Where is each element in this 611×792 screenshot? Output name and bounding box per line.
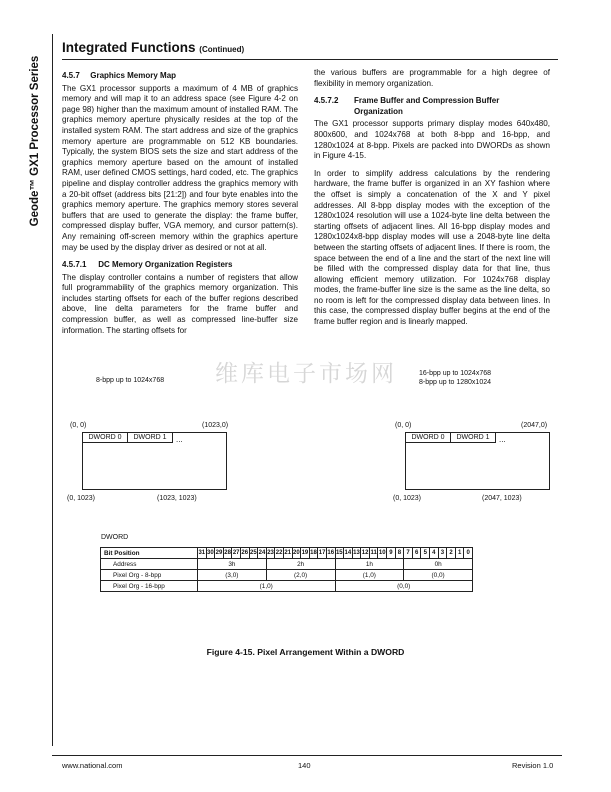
pixel-cell: (2,0): [266, 570, 335, 581]
pixel-cell: (3,0): [198, 570, 267, 581]
pixel-org-16bpp-row: [101, 581, 473, 592]
page-title: [62, 40, 244, 55]
bit-cell: 21: [283, 548, 292, 559]
paragraph-dc-memory-registers: The display controller contains a number of registers that allow full programmability of the graphics memory organization. This includes starting offsets for each of the buffer regions described above, line delta parameters for the frame buffer and compression buffer, as well as compressed line-buffer size information. The starting offsets for: [62, 272, 298, 335]
bit-cell: 10: [378, 548, 387, 559]
bit-cell: 11: [369, 548, 378, 559]
right-diagram-caption-1: 16-bpp up to 1024x768: [419, 370, 492, 377]
bit-cell: 7: [404, 548, 413, 559]
left-diagram-top-right: (1023,0): [202, 422, 229, 429]
watermark: 维库电子市场网: [215, 361, 397, 387]
sidebar-title-text: Geode™ GX1 Processor Series: [29, 55, 41, 227]
bit-cell: 15: [335, 548, 344, 559]
row-label: Address: [101, 559, 198, 570]
sidebar-title: [26, 36, 44, 246]
section-heading-4-5-7-2: [314, 96, 550, 117]
address-row: [101, 559, 473, 570]
paragraph-continuation: the various buffers are programmable for a high degree of flexibility in memory organization.: [314, 68, 550, 88]
pixel-cell: (0,0): [404, 570, 473, 581]
pixel-cell: (0,0): [335, 581, 473, 592]
right-dword-1: DWORD 1: [450, 432, 496, 443]
footer-divider: [52, 755, 562, 756]
right-diagram-caption-2: 8-bpp up to 1280x1024: [419, 379, 492, 386]
address-cell: 3h: [198, 559, 267, 570]
right-ellipsis: ...: [499, 435, 506, 444]
bit-cell: 8: [395, 548, 404, 559]
paragraph-frame-buffer-organization: In order to simplify address calculations by the rendering hardware, the frame buffer is organized in an XY fashion where the offset is simply a concatenation of the X and Y pixel addresses. All 8-bpp display modes with the exception of the 1280x1024 resolution will use a 1024-byte line delta between the starting offsets of adjacent lines. All 16-bpp display modes and 1280x1024x8-bpp display modes will use a 2048-byte line delta between the starting offsets of adjacent lines. If there is room, the space between the end of a line and the start of the next line will be filled with the compressed display data for that line, thus allowing efficient memory utilization. For 1024x768 display modes, the frame-buffer line size is the same as the line delta, so no room is left for the compressed display data between lines. In this case, the compressed display buffer begins at the end of the frame buffer region and is linearly mapped.: [314, 168, 550, 327]
bit-cell: 14: [344, 548, 353, 559]
bit-cell: 22: [275, 548, 284, 559]
footer-website: www.national.com: [62, 761, 123, 770]
continued-label: (Continued): [199, 45, 245, 54]
section-number: 4.5.7.1: [62, 260, 87, 270]
left-diagram-bottom-right: (1023, 1023): [157, 495, 197, 502]
bit-cell: 30: [206, 548, 215, 559]
vertical-divider: [52, 34, 53, 746]
address-cell: 1h: [335, 559, 404, 570]
right-dword-0: DWORD 0: [405, 432, 451, 443]
figure-caption: Figure 4-15. Pixel Arrangement Within a DWORD: [206, 647, 405, 657]
right-diagram-bottom-left: (0, 1023): [393, 495, 422, 502]
bit-cell: 20: [292, 548, 301, 559]
bit-cell: 26: [240, 548, 249, 559]
left-column: [62, 68, 298, 343]
section-number: 4.5.7.2: [314, 96, 339, 106]
left-diagram-caption: 8-bpp up to 1024x768: [96, 377, 165, 384]
section-title: Frame Buffer and Compression Buffer Organization: [354, 96, 500, 116]
section-number: 4.5.7: [62, 71, 80, 80]
bit-cell: 31: [198, 548, 207, 559]
paragraph-display-modes: The GX1 processor supports primary display modes 640x480, 800x600, and 1024x768 at both 8-bpp and 16-bpp, and 1280x1024 at 8-bpp. Pixels are packed into DWORDs as shown in Figure 4-15.: [314, 119, 550, 161]
bit-cell: 23: [266, 548, 275, 559]
pixel-org-8bpp-row: [101, 570, 473, 581]
row-label: Pixel Org - 16-bpp: [101, 581, 198, 592]
left-ellipsis: ...: [176, 435, 183, 444]
bit-cell: 4: [430, 548, 439, 559]
right-diagram-top-right: (2047,0): [521, 422, 548, 429]
row-label: Bit Position: [101, 548, 198, 559]
bit-cell: 5: [421, 548, 430, 559]
paragraph-graphics-memory-map: The GX1 processor supports a maximum of 4 MB of graphics memory and will map it to an address space (see Figure 4-2 on page 98) higher than the maximum amount of installed RAM. The graphics memory aperture physically resides at the top of the installed system RAM. The start address and size of the graphics memory aperture are programmable on 512 KB boundaries. Typically, the system BIOS sets the size and start address of the graphics memory aperture based on the amount of installed RAM, user defined CMOS settings, hard coded, etc. The graphics pipeline and display controller address the graphics memory with a 20-bit offset (address bits [21:2]) and four byte enables into the graphics memory aperture. The graphics memory stores several buffers that are used to generate the display: the frame buffer, compressed display buffer, VGA memory, and cursor pattern(s). Any remaining off-screen memory within the graphics aperture may be used by the display driver as desired or not at all.: [62, 83, 298, 252]
bit-cell: 3: [438, 548, 447, 559]
left-dword-1: DWORD 1: [127, 432, 173, 443]
row-label: Pixel Org - 8-bpp: [101, 570, 198, 581]
bit-cell: 24: [258, 548, 267, 559]
bit-cell: 6: [412, 548, 421, 559]
footer-revision: Revision 1.0: [512, 761, 554, 770]
address-cell: 2h: [266, 559, 335, 570]
footer-page-number: 140: [298, 761, 311, 770]
bit-cell: 13: [352, 548, 361, 559]
right-diagram-top-left: (0, 0): [395, 422, 412, 429]
bit-cell: 1: [455, 548, 464, 559]
bit-cell: 9: [387, 548, 396, 559]
bit-cell: 18: [309, 548, 318, 559]
pixel-cell: (1,0): [198, 581, 336, 592]
bit-cell: 16: [326, 548, 335, 559]
bit-cell: 25: [249, 548, 258, 559]
header-divider: [62, 59, 558, 60]
dword-table-title: DWORD: [101, 534, 129, 541]
section-heading-4-5-7: [62, 71, 298, 82]
bit-cell: 28: [223, 548, 232, 559]
right-column: [314, 68, 550, 335]
dword-bit-table: [100, 547, 473, 592]
left-dword-0: DWORD 0: [82, 432, 128, 443]
page-title-text: Integrated Functions: [62, 40, 196, 55]
section-title: Graphics Memory Map: [90, 71, 177, 80]
bit-cell: 29: [215, 548, 224, 559]
bit-cell: 0: [464, 548, 473, 559]
bit-cell: 12: [361, 548, 370, 559]
section-title: DC Memory Organization Registers: [98, 260, 233, 270]
bit-cell: 19: [301, 548, 310, 559]
bit-cell: 17: [318, 548, 327, 559]
section-heading-4-5-7-1: [62, 260, 298, 271]
bit-cell: 2: [447, 548, 456, 559]
bit-cell: 27: [232, 548, 241, 559]
address-cell: 0h: [404, 559, 473, 570]
bit-position-row: [101, 548, 473, 559]
pixel-cell: (1,0): [335, 570, 404, 581]
left-diagram-top-left: (0, 0): [70, 422, 87, 429]
right-diagram-bottom-right: (2047, 1023): [482, 495, 522, 502]
left-diagram-bottom-left: (0, 1023): [67, 495, 96, 502]
